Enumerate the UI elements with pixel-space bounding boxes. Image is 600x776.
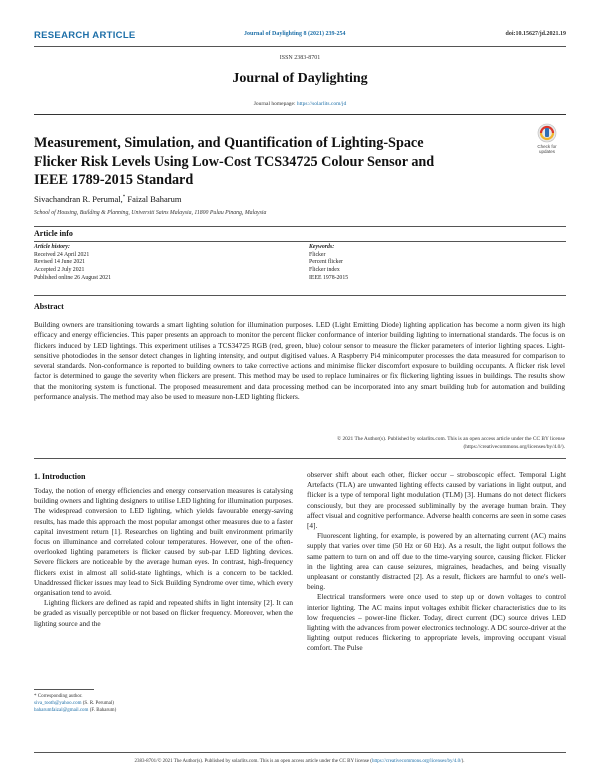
author-list [34,194,181,204]
footnote-divider [34,689,94,690]
footer-text: 2383-8701/© 2021 The Author(s). Published by solarlits.com. This is an open access article under the CC BY license ( [134,759,372,764]
divider [34,46,566,47]
email-line [34,707,116,714]
homepage-link[interactable]: https://solarlits.com/jd [296,101,347,107]
article-history [34,244,294,283]
history-label: Article history: [34,244,70,250]
license-line[interactable]: (https://creativecommons.org/licenses/by/4.0/). [463,443,565,450]
body-column-left [34,486,293,629]
license-notice [34,436,565,451]
keyword: IEEE 1978-2015 [309,274,349,281]
email-owner: (F. Baharum) [88,708,117,713]
email-line [34,700,116,707]
paragraph: Lighting flickers are defined as rapid and repeated shifts in light intensity [2]. It can be graded as visually perceptible or not based on flicker frequency. Moreover, when the lighting source and the [34,598,293,628]
paragraph: Today, the notion of energy efficiencies and energy conservation measures is catalysing building owners and lighting designers to utilise LED lighting for illumination purposes. The widespread conversion to LED lighting, which yields favourable energy-saving results, has made this approach the most popular amongst other measures due to a faster capital investment return [1]. Researches on lighting and built environment primarily focus on illuminance and correlated colour temperatures. However, one of the often-overlooked lighting parameters is flicker caused by sub-par LED lighting devices. Severe flickers are noticeable by the average human eyes. In contrast, high-frequency flickers exist in almost all solid-state lightings, which is a concern to be tackled. Unaddressed flicker issues may lead to Sick Building Syndrome over time, which every organisation tend to avoid. [34,486,293,598]
author-name[interactable]: Sivachandran R. Perumal, [34,194,123,204]
paragraph: Electrical transformers were once used to step up or down voltages to control interior lighting. The AC mains input voltages exhibit flicker characteristics due to its low frequencies – power-line flicker. Today, direct current (DC) source drives LED lighting with the advances from power electronics technology. A DC source-driver at the lighting output reduces flickering to appropriate levels, improving occupant visual comfort. The Pulse [307,592,566,653]
keywords-block [309,244,559,283]
journal-reference[interactable]: Journal of Daylighting 8 (2021) 239-254 [244,31,346,37]
license-line: © 2021 The Author(s). Published by solarlits.com. This is an open access article under the CC BY license [337,436,565,442]
journal-homepage [0,101,600,107]
divider [34,752,566,753]
corresponding-label: * Corresponding author. [34,694,83,699]
keyword: Flicker index [309,267,340,274]
email-link[interactable]: siva_tooth@yahoo.com [34,701,82,706]
revised-date: Revised 14 June 2021 [34,259,86,266]
issn: ISSN 2383-8701 [279,55,321,61]
license-link[interactable]: https://creativecommons.org/licenses/by/4.0/ [371,759,462,764]
keyword: Percent flicker [309,259,343,266]
paragraph: Fluorescent lighting, for example, is powered by an alternating current (AC) mains supply that varies over time (50 Hz or 60 Hz). As a result, the light output follows the same pattern to turn on and off due to the time-varying source, causing flicker. Flicker in the lighting area can cause seizures, migraines, headaches, and being visually unpleasant or constantly distracted [2]. As a result, flickers are harmful to one's well-being. [307,531,566,592]
homepage-label: Journal homepage: [253,101,297,107]
article-type: RESEARCH ARTICLE [34,30,136,41]
doi-link[interactable]: doi:10.15627/jd.2021.19 [505,31,566,37]
keywords-label: Keywords: [309,244,335,250]
divider [34,114,566,115]
paper-title [34,134,504,190]
section-heading-introduction: 1. Introduction [34,472,86,481]
correspondence [34,693,116,714]
title-line: Flicker Risk Levels Using Low-Cost TCS34725 Colour Sensor and [34,153,435,170]
divider [34,458,566,459]
affiliation: School of Housing, Building & Planning, Universiti Sains Malaysia, 11800 Pulau Pinang, Malaysia [34,210,267,216]
title-line: Measurement, Simulation, and Quantification of Lighting-Space [34,135,424,151]
footer-end: ). [461,759,465,764]
check-updates-label [529,144,565,154]
check-for-updates-button[interactable] [529,122,565,162]
abstract-heading: Abstract [34,302,64,311]
divider [34,295,566,296]
corresponding-mark: * [122,195,126,201]
check-label-line: Check for [537,144,557,149]
divider [34,226,566,227]
journal-name: Journal of Daylighting [232,71,368,86]
email-link[interactable]: baharumfaizal@gmail.com [34,708,89,713]
received-date: Received 24 April 2021 [34,251,90,258]
page-footer [34,759,565,764]
published-date: Published online 26 August 2021 [34,274,111,281]
article-info-heading: Article info [34,229,73,238]
body-column-right [307,470,566,654]
running-header [34,30,566,44]
check-updates-icon [529,122,565,144]
accepted-date: Accepted 2 July 2021 [34,267,85,274]
check-label-line: updates [538,149,555,154]
title-line: IEEE 1789-2015 Standard [34,172,194,188]
author-name[interactable]: Faizal Baharum [125,194,182,204]
paragraph: observer shift about each other, flicker occur – stroboscopic effect. Temporal Light Artefacts (TLA) are unwanted lighting effects caused by variations in light output, and flicker is a type of temporal light modulation (TLM) [3]. Humans do not detect flickers consciously, but they are processed subliminally by the average human brain. They affect visual and cognitive performance. Adverse health concerns are seen in some cases [4]. [307,470,566,531]
divider [34,241,566,242]
keyword: Flicker [309,251,326,258]
abstract-text: Building owners are transitioning towards a smart lighting solution for illumination purposes. LED (Light Emitting Diode) lighting application has become a norm given its high efficacy and energy efficiencies. This paper presents an approach to monitor the percent flicker conformance of interior building lighting to international standards. The focus is on flickers induced by LED lightings. This experiment utilises a TCS34725 RGB (red, green, blue) colour sensor to measure the flicker parameters of interior lighting spaces. Light-sensitive photodiodes in the sensor detect changes in lighting intensity, and output digitised values. A Raspberry Pi4 minicomputer processes the data measured for comparison to several standards. Non-conformance is reported to building owners to take corrective actions and minimise flicker discomfort exposure to building occupants. A flicker risk level factor is determined to gauge the severity when flickers are present. This method may be used to replace luminaires or fix flickering lighting issues in buildings. The results show that the monitoring system is functional. The proposed measurement and data processing method can be incorporated into any smart building hub for automation and building performance analysis. The method may also be used to measure non-LED lighting flickers. [34,320,565,402]
email-owner: (S. R. Perumal) [81,701,114,706]
